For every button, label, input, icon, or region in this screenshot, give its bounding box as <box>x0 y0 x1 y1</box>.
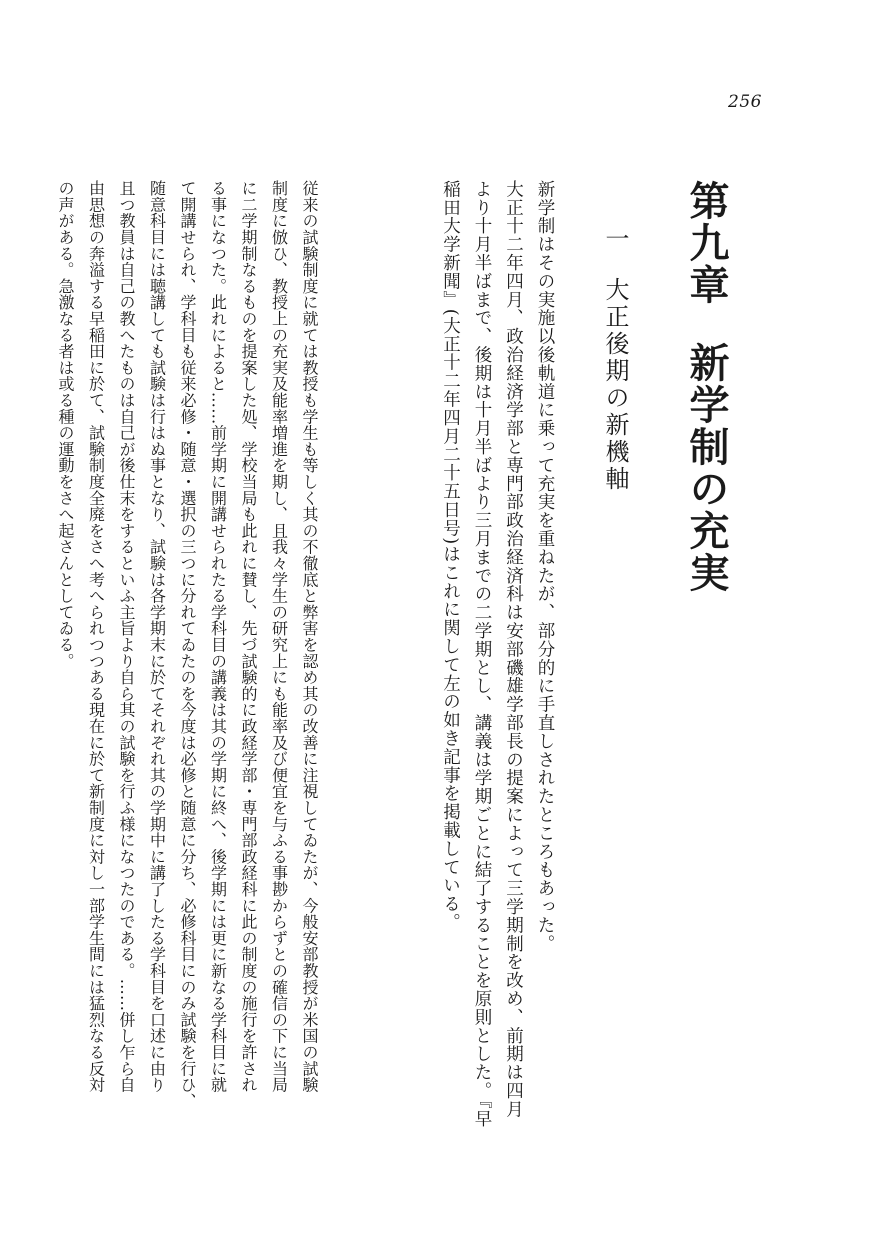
quote-line: 且つ教員は自己の教へたものは自己が後仕末をするといふ主旨より自ら其の試験を行ふ様になつたのである。……併し乍ら自 <box>117 180 136 1093</box>
quote-line: の声がある。急激なる者は或る種の運動をさへ起さんとしてゐる。 <box>56 180 75 669</box>
section-number: 一 <box>601 226 629 253</box>
quote-line: 由思想の奔溢する早稲田に於て、試験制度全廃をさへ考へられつつある現在に於て新制度に対し一部学生間には猛烈なる反対 <box>86 180 106 1093</box>
quote-line: 随意科目には聴講しても試験は行はぬ事となり、試験は各学期末に於てそれぞれ其の学期中に講了したる学科目を口述に由り <box>147 180 167 1093</box>
chapter-title <box>678 180 734 610</box>
body-paragraph <box>434 180 560 1190</box>
quote-line: 従来の試験制度に就ては教授も学生も等しく其の不徹底と弊害を認め其の改善に注視してゐたが、今般安部教授が米国の試験 <box>300 180 319 1093</box>
quote-line: て開講せられ、学科目も従来必修・随意・選択の三つに分れてゐたのを今度は必修と随意に分ち、必修科目にのみ試験を行ひ、 <box>178 180 197 1110</box>
page-number: 256 <box>728 92 762 112</box>
body-line: 稲田大学新聞』(大正十二年四月二十五日号)はこれに関して左の如き記事を掲載している。 <box>440 180 461 932</box>
section-title <box>598 226 632 526</box>
body-line: より十月半ばまで、後期は十月半ばより三月までの二学期とし、講義は学期ごとに結了することを原則とした。『早 <box>472 180 492 1129</box>
chapter-number: 第九章 <box>683 180 730 306</box>
section-name: 大正後期の新機軸 <box>601 277 629 493</box>
chapter-name: 新学制の充実 <box>683 342 730 594</box>
quote-line: に二学期制なるものを提案した処、学校当局も此れに賛し、先づ試験的に政経学部・専門部政経科に此の制度の施行を許され <box>239 180 258 1093</box>
quoted-article <box>50 180 325 1190</box>
body-line: 新学制はその実施以後軌道に乗って充実を重ねたが、部分的に手直しされたところもあった。 <box>535 180 555 953</box>
quote-line: 制度に倣ひ、教授上の充実及能率増進を期し、且我々学生の研究上にも能率及び便宜を与ふる事尠からずとの確信の下に当局 <box>269 180 289 1093</box>
body-line: 大正十二年四月、政治経済学部と専門部政治経済科は安部磯雄学部長の提案によって三学期制を改め、前期は四月 <box>503 180 524 1119</box>
quote-line: る事になつた。此れによると……前学期に開講せられたる学科目の講義は其の学期に終へ、後学期には更に新なる学科目に就 <box>208 180 228 1093</box>
